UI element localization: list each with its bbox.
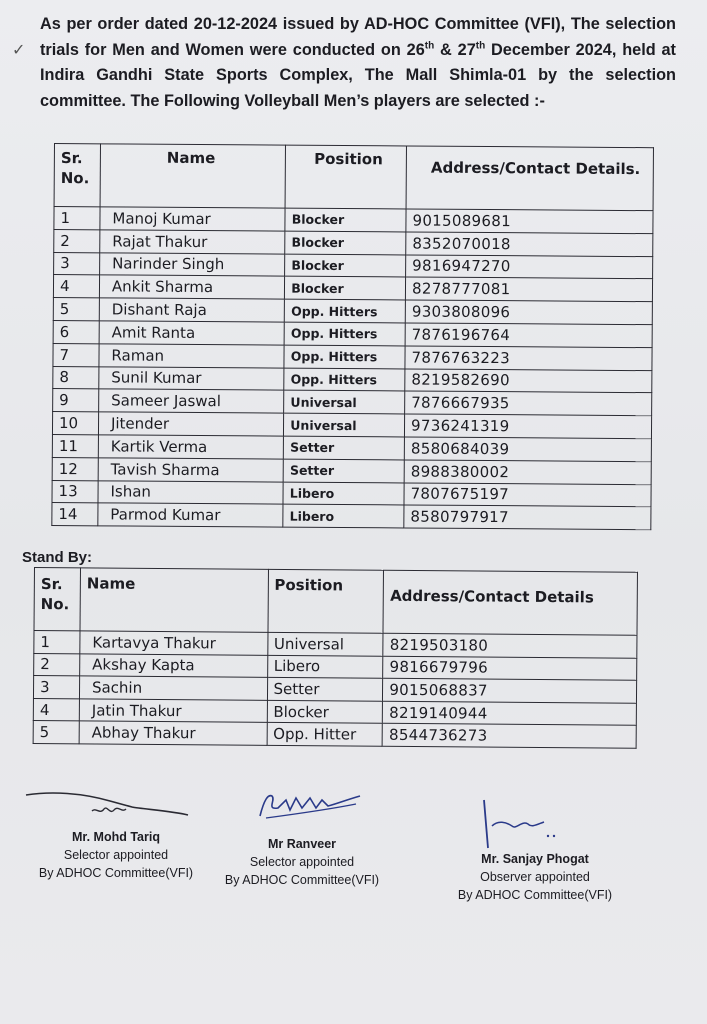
signature-phogat <box>476 796 566 856</box>
standby-title: Stand By: <box>22 549 93 566</box>
row-position: Opp. Hitters <box>284 322 405 346</box>
row-sr-no: 4 <box>53 275 99 298</box>
row-contact: 9015068837 <box>383 678 637 703</box>
row-contact: 8544736273 <box>382 724 636 749</box>
intro-sup-2: th <box>475 40 486 52</box>
row-position: Universal <box>267 632 383 656</box>
signatory-org: By ADHOC Committee(VFI) <box>457 888 613 902</box>
row-contact: 8580684039 <box>404 437 651 462</box>
row-sr-no: 11 <box>52 434 98 457</box>
row-sr-no: 4 <box>33 698 79 721</box>
row-sr-no: 1 <box>54 207 100 230</box>
margin-mark: ✓ <box>12 42 26 59</box>
row-contact: 8219140944 <box>383 701 637 726</box>
row-contact: 7876196764 <box>405 323 652 348</box>
row-position: Libero <box>283 504 404 528</box>
row-contact: 7876763223 <box>405 346 652 371</box>
signatory-org: By ADHOC Committee(VFI) <box>224 873 380 887</box>
signatory-role: Selector appointed <box>63 848 169 862</box>
row-name: Kartavya Thakur <box>80 631 268 655</box>
row-sr-no: 12 <box>52 457 98 480</box>
row-name: Ankit Sharma <box>99 275 284 299</box>
signature-ranveer <box>256 790 366 826</box>
row-name: Dishant Raja <box>99 298 284 322</box>
standby-players-table <box>33 567 638 749</box>
header-name: Name <box>80 568 268 632</box>
row-sr-no: 1 <box>34 631 80 654</box>
row-contact: 8219503180 <box>383 633 637 658</box>
table-row <box>33 721 636 748</box>
signatory-role: Selector appointed <box>249 855 355 869</box>
header-contact: Address/Contact Details <box>383 570 637 635</box>
row-sr-no: 5 <box>53 298 99 321</box>
row-contact: 7876667935 <box>405 391 652 416</box>
signatory-name: Mr Ranveer <box>267 837 337 851</box>
row-sr-no: 10 <box>52 412 98 435</box>
row-sr-no: 8 <box>53 366 99 389</box>
row-position: Universal <box>284 413 405 437</box>
row-contact: 7807675197 <box>404 483 651 508</box>
row-position: Setter <box>267 678 383 702</box>
row-sr-no: 13 <box>52 480 98 503</box>
row-name: Akshay Kapta <box>80 653 268 677</box>
row-name: Raman <box>99 344 284 368</box>
row-name: Manoj Kumar <box>100 207 285 231</box>
signatory-3 <box>440 851 630 903</box>
row-position: Setter <box>284 436 405 460</box>
row-name: Narinder Singh <box>100 252 285 276</box>
row-name: Parmod Kumar <box>98 503 283 527</box>
signatory-name: Mr. Mohd Tariq <box>72 830 160 844</box>
row-position: Opp. Hitter <box>267 723 383 747</box>
signatory-name: Mr. Sanjay Phogat <box>481 852 589 866</box>
row-contact: 8278777081 <box>405 277 652 302</box>
table-header-row <box>34 568 637 636</box>
row-position: Setter <box>283 459 404 483</box>
signatory-2 <box>212 836 392 888</box>
row-position: Blocker <box>285 208 406 232</box>
row-position: Opp. Hitters <box>285 299 406 323</box>
header-contact: Address/Contact Details. <box>406 146 653 211</box>
row-sr-no: 2 <box>54 229 100 252</box>
row-sr-no: 2 <box>34 653 80 676</box>
row-contact: 8988380002 <box>404 460 651 485</box>
row-name: Abhay Thakur <box>79 721 267 745</box>
row-contact: 9015089681 <box>406 209 653 234</box>
row-name: Amit Ranta <box>99 321 284 345</box>
signatory-org: By ADHOC Committee(VFI) <box>38 866 194 880</box>
row-position: Blocker <box>285 277 406 301</box>
intro-paragraph <box>40 12 676 114</box>
row-name: Tavish Sharma <box>98 458 283 482</box>
row-name: Sunil Kumar <box>99 366 284 390</box>
intro-sup-1: th <box>424 40 435 52</box>
intro-text-2: & 27 <box>434 40 476 59</box>
signatory-role: Observer appointed <box>480 870 590 884</box>
row-position: Blocker <box>285 231 406 255</box>
selected-players-table <box>51 143 654 530</box>
signatory-1 <box>26 829 206 881</box>
row-position: Libero <box>283 482 404 506</box>
intro-text-1: As per order dated 20-12-2024 issued by AD-HOC Committee (VFI), The selection trials for Men and Women were conducted on 26 <box>40 15 676 59</box>
row-position: Blocker <box>285 254 406 278</box>
row-sr-no: 5 <box>33 721 79 744</box>
row-sr-no: 9 <box>53 389 99 412</box>
header-sr-no: Sr. No. <box>34 568 80 631</box>
row-sr-no: 3 <box>33 676 79 699</box>
row-name: Sameer Jaswal <box>99 389 284 413</box>
row-name: Jitender <box>98 412 283 436</box>
row-name: Rajat Thakur <box>100 230 285 254</box>
row-position: Libero <box>267 655 383 679</box>
row-contact: 9303808096 <box>405 300 652 325</box>
row-name: Sachin <box>79 676 267 700</box>
row-sr-no: 7 <box>53 343 99 366</box>
row-sr-no: 3 <box>54 252 100 275</box>
row-contact: 8219582690 <box>405 369 652 394</box>
row-contact: 9736241319 <box>405 414 652 439</box>
table-row <box>52 503 651 530</box>
row-name: Ishan <box>98 480 283 504</box>
row-name: Jatin Thakur <box>79 699 267 723</box>
signature-tariq <box>22 785 192 835</box>
row-contact: 8580797917 <box>404 505 651 530</box>
row-contact: 9816947270 <box>406 255 653 280</box>
row-position: Universal <box>284 390 405 414</box>
row-position: Blocker <box>267 700 383 724</box>
header-name: Name <box>100 144 286 208</box>
row-contact: 9816679796 <box>383 656 637 681</box>
header-sr-no: Sr. No. <box>54 144 100 207</box>
intro-text-3: December 2024, held at Indira Gandhi State Sports Complex, The Mall Shimla-01 by the selection committee. The Following Volleyball Men’s players are selected :- <box>40 40 676 110</box>
row-position: Opp. Hitters <box>284 368 405 392</box>
header-position: Position <box>285 145 406 209</box>
row-name: Kartik Verma <box>98 435 283 459</box>
row-position: Opp. Hitters <box>284 345 405 369</box>
row-sr-no: 14 <box>52 503 98 526</box>
row-sr-no: 6 <box>53 320 99 343</box>
table-header-row <box>54 144 653 211</box>
header-position: Position <box>268 569 384 633</box>
row-contact: 8352070018 <box>406 232 653 257</box>
